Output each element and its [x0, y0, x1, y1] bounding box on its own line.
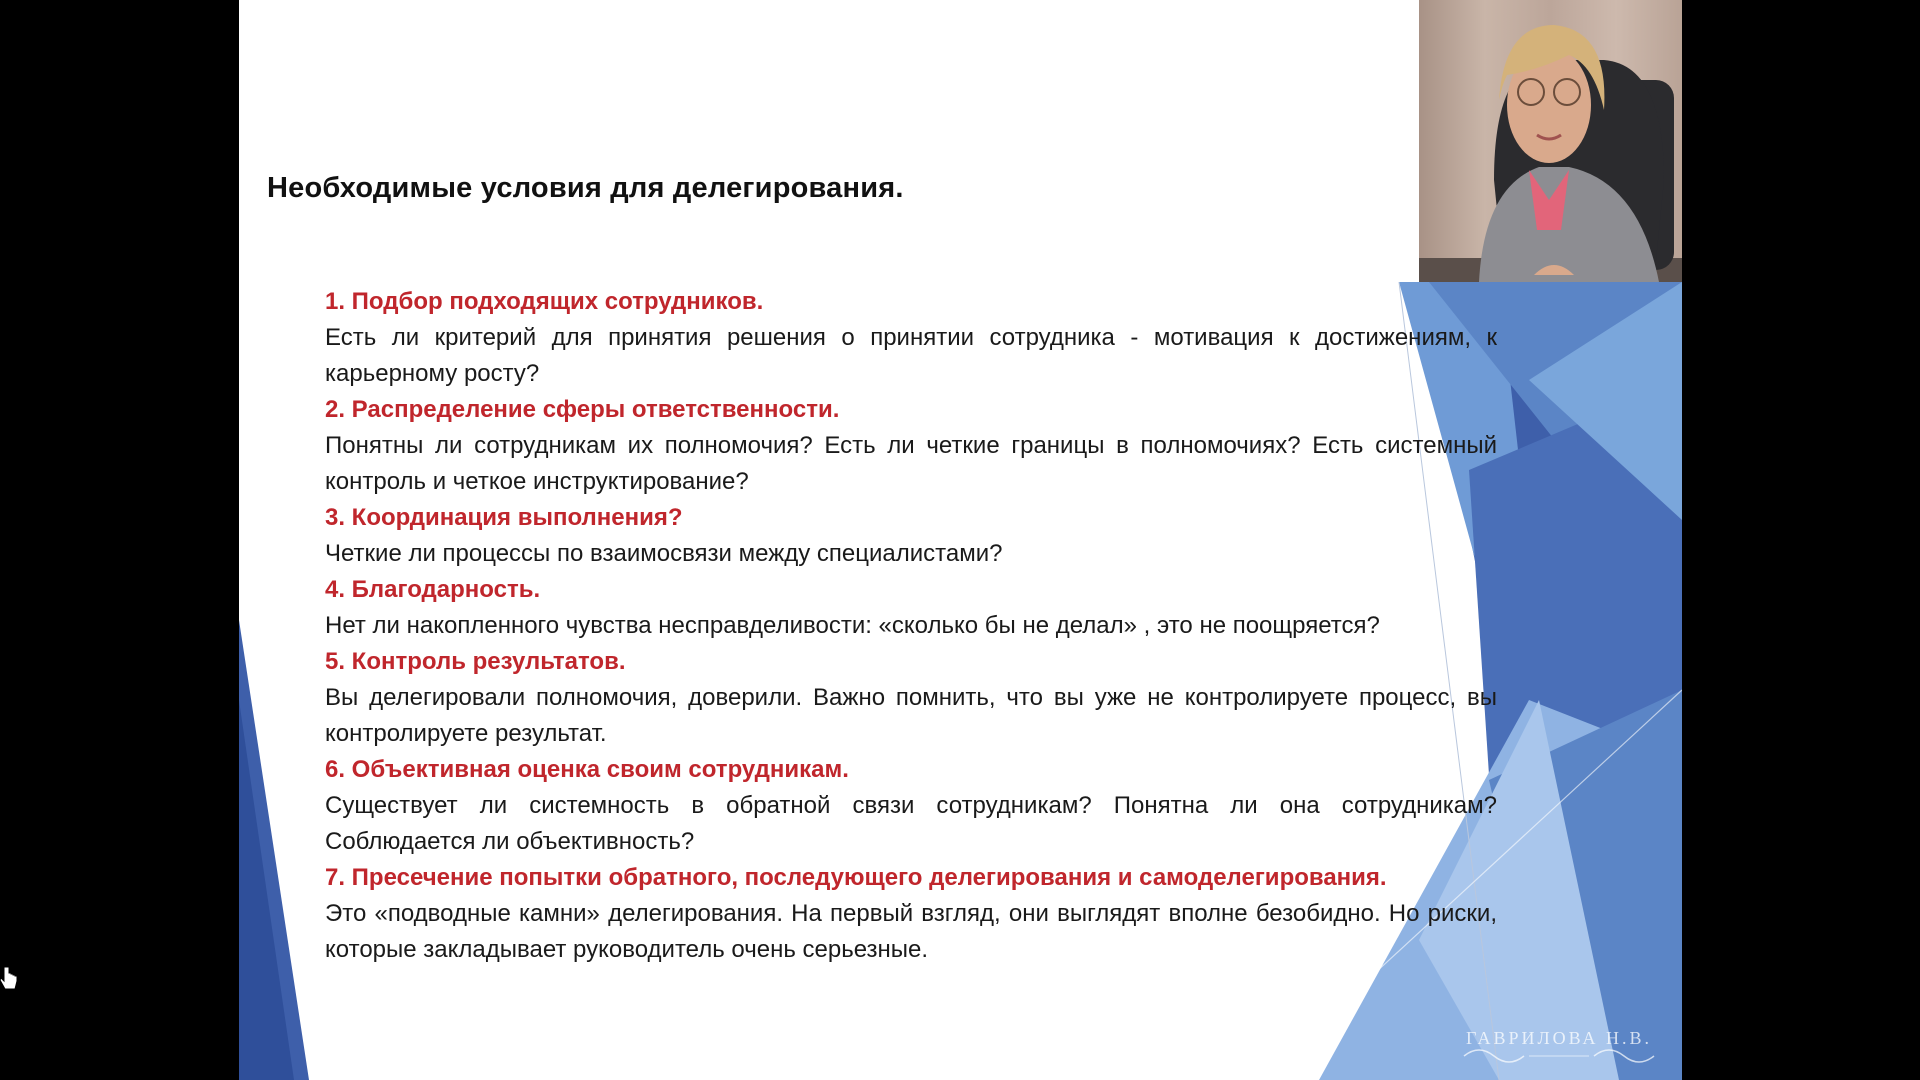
item-text: Существует ли системность в обратной связи сотрудникам? Понятна ли она сотрудникам? Соблюдается ли объективность?: [325, 792, 1497, 855]
list-item: [325, 284, 1497, 392]
item-heading: 6. Объективная оценка своим сотрудникам.: [325, 756, 849, 783]
conditions-list: [325, 284, 1497, 968]
item-text: Есть ли критерий для принятия решения о принятии сотрудника - мотивация к достижениям, к карьерному росту?: [325, 324, 1497, 387]
item-text: Понятны ли сотрудникам их полномочия? Есть ли четкие границы в полномочиях? Есть системный контроль и четкое инструктирование?: [325, 432, 1497, 495]
item-heading: 2. Распределение сферы ответственности.: [325, 396, 840, 423]
item-heading: 1. Подбор подходящих сотрудников.: [325, 288, 764, 315]
list-item: [325, 752, 1497, 860]
watermark-flourish-icon: [1459, 1042, 1659, 1068]
item-heading: 4. Благодарность.: [325, 576, 541, 603]
item-text: Это «подводные камни» делегирования. На первый взгляд, они выглядят вполне безобидно. Но риски, которые закладывает руководитель очень серьезные.: [325, 900, 1497, 963]
list-item: [325, 500, 1497, 572]
item-text: Нет ли накопленного чувства несправделивости: «сколько бы не делал» , это не поощряется?: [325, 612, 1380, 639]
speaker-image: [1419, 0, 1682, 282]
presentation-slide: [239, 0, 1682, 1080]
item-heading: 7. Пресечение попытки обратного, последующего делегирования и самоделегирования.: [325, 864, 1387, 891]
list-item: [325, 392, 1497, 500]
item-heading: 5. Контроль результатов.: [325, 648, 626, 675]
item-text: Четкие ли процессы по взаимосвязи между специалистами?: [325, 540, 1003, 567]
item-text: Вы делегировали полномочия, доверили. Важно помнить, что вы уже не контролируете процесс, вы контролируете результат.: [325, 684, 1497, 747]
speaker-video: [1419, 0, 1682, 282]
author-watermark: ГАВРИЛОВА Н.В.: [1466, 1028, 1653, 1048]
list-item: [325, 860, 1497, 968]
hand-pointer-icon: [0, 965, 18, 991]
list-item: [325, 572, 1497, 644]
item-heading: 3. Координация выполнения?: [325, 504, 683, 531]
slide-title: Необходимые условия для делегирования.: [267, 172, 904, 204]
list-item: [325, 644, 1497, 752]
